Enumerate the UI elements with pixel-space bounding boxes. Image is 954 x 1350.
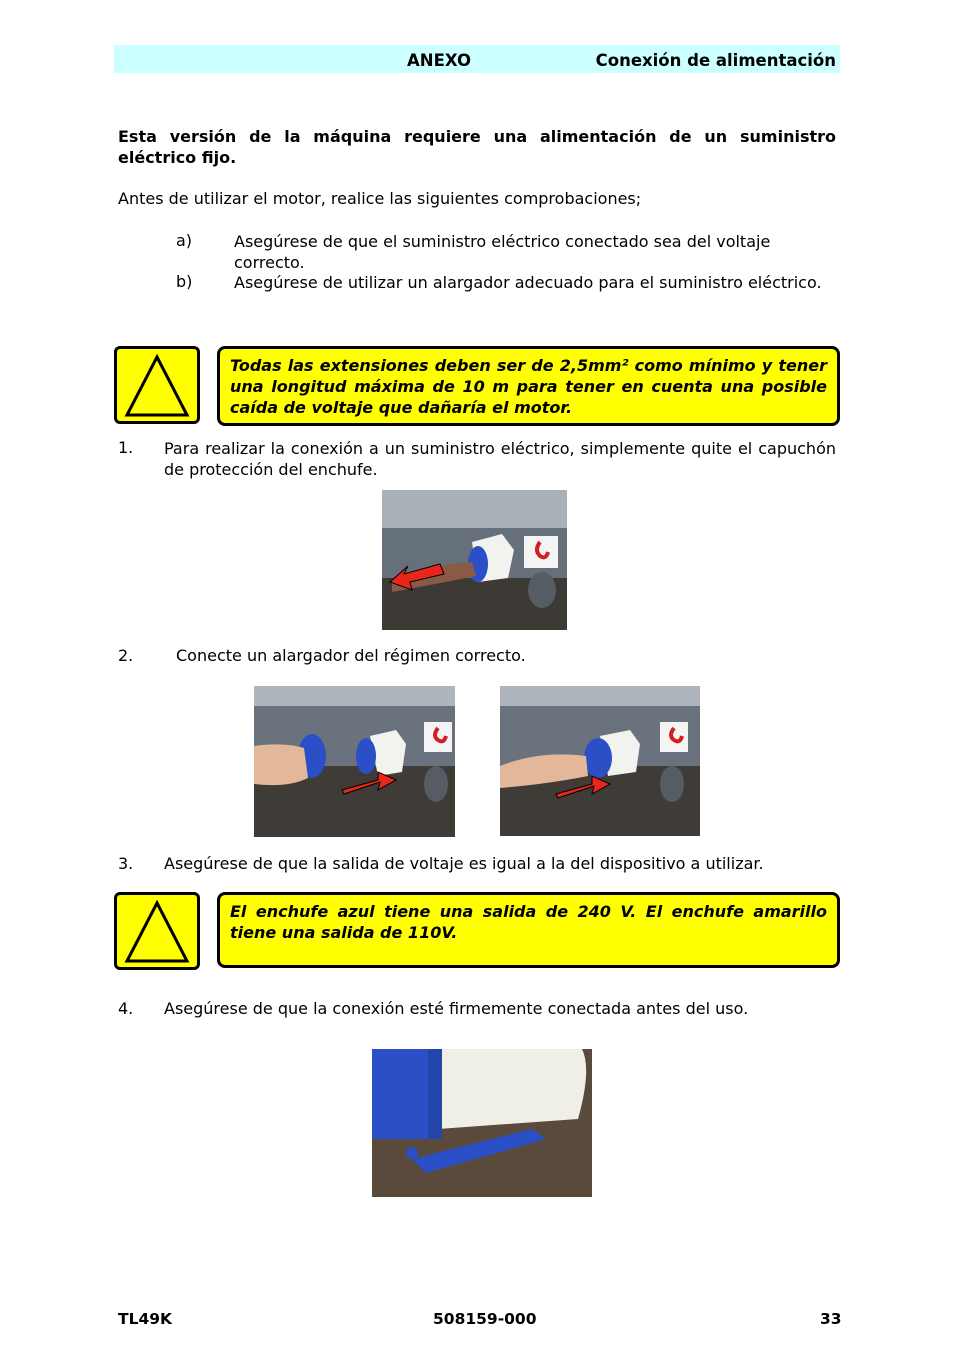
photo-connect-extension-1 [254,686,455,837]
check-text-a: Asegúrese de que el suministro eléctrico conectado sea del voltaje correcto. [234,232,771,272]
warning-text-1: Todas las extensiones deben ser de 2,5mm² como mínimo y tener una longitud máxima de 10 m para tener en cuenta una posible caída de voltaje que dañaría el motor. [217,346,840,426]
footer-part-number: 508159-000 [433,1310,537,1328]
footer-model: TL49K [118,1310,173,1328]
header-section: ANEXO [407,51,472,70]
step-marker-2: 2. [118,646,134,665]
step-text-1-content: Para realizar la conexión a un suministro eléctrico, simplemente quite el capuchón de protección del enchufe. [164,439,836,479]
step-marker-3: 3. [118,854,134,873]
warning-triangle-icon [123,899,191,965]
check-marker-a: a) [176,231,193,250]
step-marker-1: 1. [118,438,134,457]
step-text-4: Asegúrese de que la conexión esté firmemente conectada antes del uso. [164,999,749,1018]
warning-triangle-icon [123,353,191,419]
warning-text-2: El enchufe azul tiene una salida de 240 V. El enchufe amarillo tiene una salida de 110V. [217,892,840,968]
header-title: Conexión de alimentación [595,51,836,70]
photo-secure-connection [372,1049,592,1197]
step-text-3: Asegúrese de que la salida de voltaje es igual a la del dispositivo a utilizar. [164,854,764,873]
step-text-1 [164,438,836,480]
intro-paragraph: Esta versión de la máquina requiere una alimentación de un suministro eléctrico fijo. [118,127,836,167]
check-text-b: Asegúrese de utilizar un alargador adecuado para el suministro eléctrico. [234,273,822,292]
step-marker-4: 4. [118,999,134,1018]
step-text-2: Conecte un alargador del régimen correcto. [176,646,526,665]
warning-icon-box-1 [114,346,200,424]
footer-page-number: 33 [820,1310,842,1328]
warning-icon-box-2 [114,892,200,970]
check-marker-b: b) [176,272,193,291]
photo-remove-cap [382,490,567,630]
photo-connect-extension-2 [500,686,700,836]
checks-intro: Antes de utilizar el motor, realice las siguientes comprobaciones; [118,189,642,208]
